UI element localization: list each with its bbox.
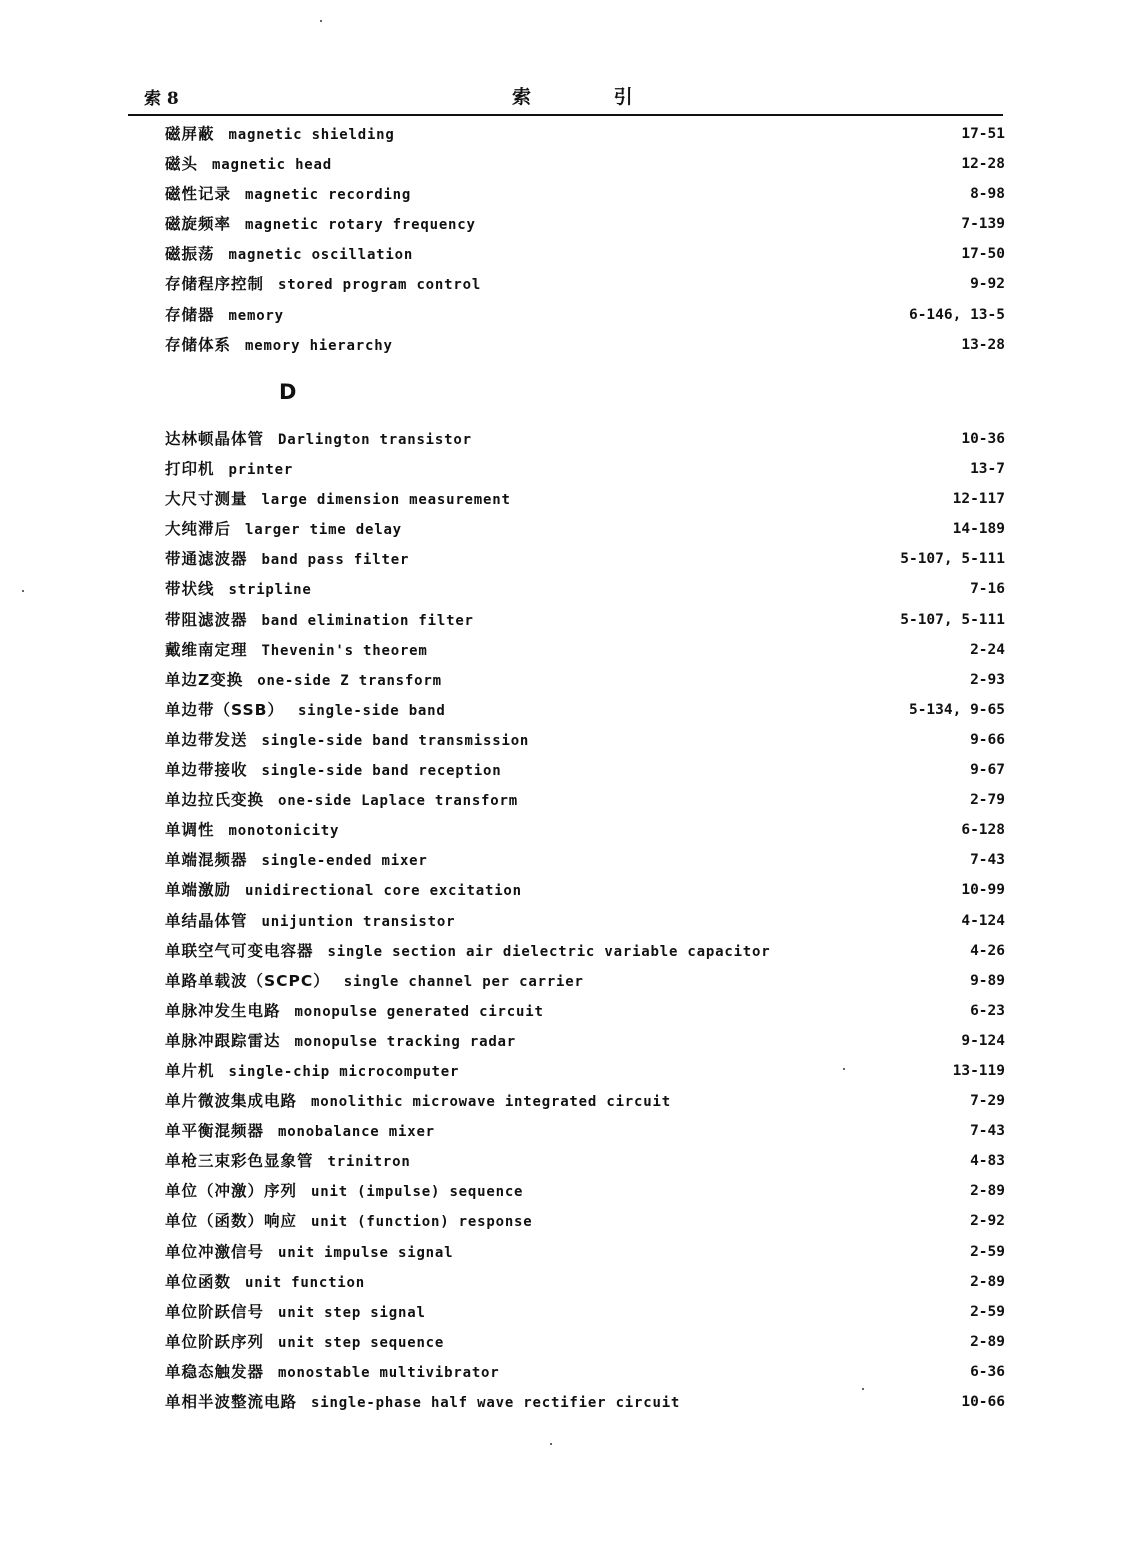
entry-chinese-term: 单位阶跃序列 (165, 1332, 265, 1351)
entry-chinese-term: 单位冲激信号 (165, 1242, 265, 1261)
index-entry (165, 514, 1005, 544)
entry-chinese-term: 单结晶体管 (165, 911, 248, 930)
entry-page-reference: 17-50 (961, 246, 1005, 263)
entry-page-reference: 7-16 (970, 581, 1005, 598)
entry-page-reference: 7-43 (970, 852, 1005, 869)
index-entry (165, 149, 1005, 179)
entry-english-term: memory (228, 307, 284, 324)
index-entry (165, 1267, 1005, 1297)
index-entry (165, 1116, 1005, 1146)
entry-english-term: larger time delay (245, 522, 402, 539)
index-entry (165, 1086, 1005, 1116)
entry-page-reference: 7-139 (961, 216, 1005, 233)
index-entry (165, 635, 1005, 665)
index-entry (165, 119, 1005, 149)
entry-english-term: trinitron (327, 1154, 411, 1171)
entry-english-term: magnetic head (212, 157, 332, 174)
entry-chinese-term: 打印机 (165, 460, 215, 479)
index-entry (165, 1237, 1005, 1267)
section-letter-d: D (279, 380, 297, 404)
entry-page-reference: 2-79 (970, 792, 1005, 809)
entry-english-term: Thevenin's theorem (261, 642, 428, 659)
entry-page-reference: 13-7 (970, 461, 1005, 478)
entry-chinese-term: 单脉冲跟踪雷达 (165, 1031, 281, 1050)
index-entry (165, 239, 1005, 269)
entry-chinese-term: 单脉冲发生电路 (165, 1001, 281, 1020)
entry-english-term: monotonicity (228, 823, 340, 840)
entry-chinese-term: 带状线 (165, 580, 215, 599)
print-speck (320, 20, 322, 22)
index-entry (165, 1056, 1005, 1086)
index-entry (165, 1297, 1005, 1327)
entry-english-term: printer (228, 462, 294, 479)
entry-page-reference: 2-89 (970, 1183, 1005, 1200)
entry-page-reference: 2-59 (970, 1303, 1005, 1320)
index-entry (165, 725, 1005, 755)
index-entry (165, 966, 1005, 996)
entry-page-reference: 9-66 (970, 731, 1005, 748)
entry-chinese-term: 单位（冲激）序列 (165, 1182, 298, 1201)
index-entry (165, 665, 1005, 695)
entry-english-term: unit function (245, 1274, 365, 1291)
entry-english-term: monopulse generated circuit (294, 1003, 544, 1020)
entry-english-term: one-side Z transform (257, 672, 442, 689)
entry-english-term: unit step signal (278, 1304, 426, 1321)
index-entry (165, 755, 1005, 785)
index-entry (165, 845, 1005, 875)
entry-english-term: single-ended mixer (261, 853, 428, 870)
entry-page-reference: 4-83 (970, 1153, 1005, 1170)
entry-chinese-term: 单位函数 (165, 1272, 232, 1291)
index-entry (165, 1026, 1005, 1056)
index-entry (165, 815, 1005, 845)
print-speck (22, 590, 24, 592)
index-entry (165, 1176, 1005, 1206)
entry-chinese-term: 带通滤波器 (165, 550, 248, 569)
entry-page-reference: 9-67 (970, 762, 1005, 779)
index-entry (165, 454, 1005, 484)
entry-english-term: monobalance mixer (278, 1124, 435, 1141)
entry-page-reference: 13-28 (961, 336, 1005, 353)
entry-chinese-term: 戴维南定理 (165, 640, 248, 659)
entry-page-reference: 5-107, 5-111 (900, 551, 1005, 568)
entry-english-term: band pass filter (261, 552, 410, 569)
index-entry (165, 484, 1005, 514)
entry-chinese-term: 大尺寸测量 (165, 490, 248, 509)
page-number: 索 8 (144, 89, 179, 109)
print-speck (550, 1443, 552, 1445)
entry-english-term: monopulse tracking radar (294, 1033, 517, 1050)
index-entry (165, 1327, 1005, 1357)
entry-english-term: stripline (228, 582, 312, 599)
index-entry (165, 574, 1005, 604)
entry-english-term: magnetic oscillation (228, 247, 414, 264)
entry-chinese-term: 单边带发送 (165, 730, 248, 749)
entry-page-reference: 10-99 (961, 882, 1005, 899)
entry-page-reference: 4-124 (961, 912, 1005, 929)
index-entry (165, 1206, 1005, 1236)
entry-chinese-term: 磁屏蔽 (165, 125, 215, 143)
entry-page-reference: 2-92 (970, 1213, 1005, 1230)
entry-page-reference: 14-189 (952, 521, 1005, 538)
entry-english-term: unit step sequence (278, 1334, 445, 1351)
entry-chinese-term: 单相半波整流电路 (165, 1393, 298, 1411)
entry-chinese-term: 单联空气可变电容器 (165, 941, 314, 960)
entry-english-term: stored program control (278, 277, 482, 294)
entry-english-term: magnetic recording (245, 187, 412, 204)
print-speck (862, 1388, 864, 1390)
entry-chinese-term: 磁性记录 (165, 185, 232, 204)
entry-page-reference: 9-92 (970, 276, 1005, 293)
entry-english-term: single-side band (297, 702, 446, 719)
entry-page-reference: 4-26 (970, 942, 1005, 959)
entry-chinese-term: 带阻滤波器 (165, 610, 248, 629)
entry-chinese-term: 存储器 (165, 305, 215, 324)
entry-page-reference: 13-119 (952, 1062, 1005, 1079)
print-speck (843, 1068, 845, 1070)
entry-page-reference: 17-51 (961, 126, 1005, 142)
index-entry (165, 1146, 1005, 1176)
entry-english-term: single-phase half wave rectifier circuit (311, 1395, 681, 1411)
index-entry (165, 875, 1005, 905)
entry-chinese-term: 单边拉氏变换 (165, 791, 265, 810)
entry-english-term: one-side Laplace transform (278, 793, 518, 810)
entry-page-reference: 6-146, 13-5 (908, 306, 1005, 323)
entry-chinese-term: 存储体系 (165, 335, 232, 354)
entry-chinese-term: 单边带（SSB） (165, 700, 284, 719)
index-entry (165, 330, 1005, 360)
entry-chinese-term: 单边Z变换 (165, 670, 244, 689)
entry-page-reference: 9-89 (970, 972, 1005, 989)
index-entry (165, 544, 1005, 574)
index-entry (165, 300, 1005, 330)
entry-english-term: single channel per carrier (343, 973, 584, 990)
entry-page-reference: 2-59 (970, 1243, 1005, 1260)
entry-chinese-term: 达林顿晶体管 (165, 430, 265, 448)
entry-chinese-term: 单位（函数）响应 (165, 1212, 298, 1231)
entry-english-term: large dimension measurement (261, 492, 511, 509)
entry-chinese-term: 单边带接收 (165, 761, 248, 780)
index-entry (165, 424, 1005, 454)
entry-english-term: single-side band reception (261, 763, 502, 780)
entry-english-term: band elimination filter (261, 612, 474, 629)
running-header (128, 80, 1003, 116)
entry-page-reference: 6-23 (970, 1002, 1005, 1019)
entry-page-reference: 2-89 (970, 1333, 1005, 1350)
entry-chinese-term: 单稳态触发器 (165, 1362, 265, 1381)
index-entry (165, 695, 1005, 725)
entry-english-term: unit impulse signal (278, 1244, 454, 1261)
entry-chinese-term: 磁旋频率 (165, 215, 232, 234)
entry-english-term: unijuntion transistor (261, 913, 456, 930)
index-entry (165, 1357, 1005, 1387)
index-entry (165, 269, 1005, 299)
entry-english-term: single section air dielectric variable capacitor (327, 943, 771, 960)
index-section-c (165, 119, 1005, 360)
entry-chinese-term: 单路单载波（SCPC） (165, 971, 330, 990)
entry-page-reference: 2-24 (970, 641, 1005, 658)
entry-chinese-term: 单片微波集成电路 (165, 1092, 298, 1111)
index-entry (165, 1387, 1005, 1417)
entry-english-term: magnetic rotary frequency (245, 217, 476, 234)
entry-english-term: monolithic microwave integrated circuit (311, 1094, 671, 1111)
entry-chinese-term: 磁振荡 (165, 245, 215, 264)
index-entry (165, 179, 1005, 209)
entry-english-term: Darlington transistor (278, 432, 472, 448)
entry-page-reference: 2-89 (970, 1273, 1005, 1290)
entry-english-term: magnetic shielding (228, 127, 395, 143)
entry-page-reference: 9-124 (961, 1032, 1005, 1049)
entry-english-term: unit (function) response (311, 1214, 533, 1231)
entry-chinese-term: 单调性 (165, 821, 215, 840)
entry-chinese-term: 单端混频器 (165, 851, 248, 870)
entry-english-term: unidirectional core excitation (245, 883, 522, 900)
index-entry (165, 996, 1005, 1026)
entry-page-reference: 7-43 (970, 1123, 1005, 1140)
entry-page-reference: 6-128 (961, 822, 1005, 839)
entry-chinese-term: 单片机 (165, 1061, 215, 1080)
page-title: 索 引 (512, 86, 671, 108)
entry-english-term: memory hierarchy (245, 337, 393, 354)
entry-chinese-term: 存储程序控制 (165, 275, 265, 294)
entry-chinese-term: 大纯滞后 (165, 520, 232, 539)
entry-chinese-term: 单端激励 (165, 881, 232, 900)
entry-english-term: single-side band transmission (261, 732, 530, 749)
index-entry (165, 936, 1005, 966)
entry-chinese-term: 磁头 (165, 155, 199, 174)
entry-chinese-term: 单平衡混频器 (165, 1122, 265, 1141)
entry-english-term: unit (impulse) sequence (311, 1184, 524, 1201)
index-entry (165, 605, 1005, 635)
entry-page-reference: 2-93 (970, 671, 1005, 688)
index-entry (165, 785, 1005, 815)
entry-page-reference: 10-66 (961, 1394, 1005, 1410)
entry-english-term: single-chip microcomputer (228, 1063, 460, 1080)
entry-page-reference: 10-36 (961, 431, 1005, 447)
entry-english-term: monostable multivibrator (278, 1364, 500, 1381)
entry-page-reference: 5-107, 5-111 (900, 611, 1005, 628)
entry-page-reference: 8-98 (970, 186, 1005, 203)
entry-page-reference: 7-29 (970, 1093, 1005, 1110)
index-section-d (165, 424, 1005, 1417)
entry-page-reference: 12-117 (952, 491, 1005, 508)
entry-page-reference: 6-36 (970, 1363, 1005, 1380)
entry-chinese-term: 单位阶跃信号 (165, 1302, 265, 1321)
index-entry (165, 209, 1005, 239)
index-entry (165, 906, 1005, 936)
entry-page-reference: 5-134, 9-65 (908, 701, 1005, 718)
entry-chinese-term: 单枪三束彩色显象管 (165, 1152, 314, 1171)
entry-page-reference: 12-28 (961, 156, 1005, 173)
